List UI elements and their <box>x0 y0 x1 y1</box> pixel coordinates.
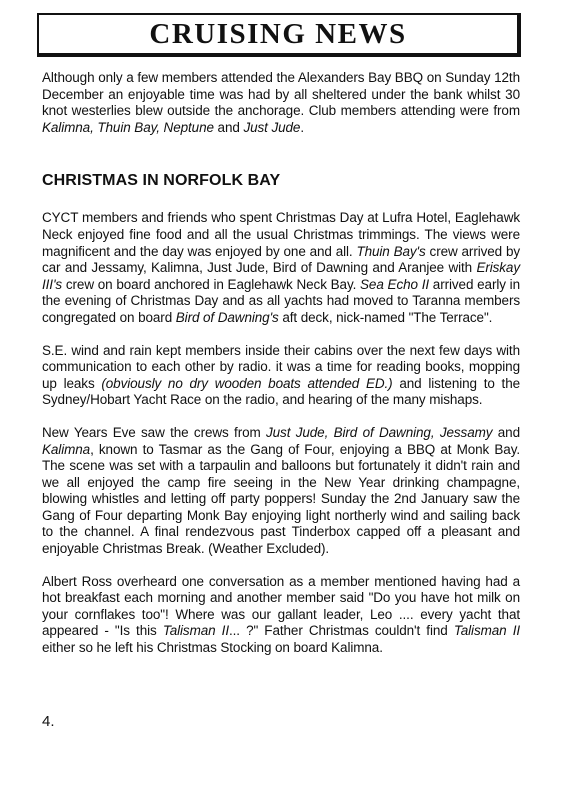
yacht-names: Just Jude, Bird of Dawning, Jessamy <box>266 424 493 440</box>
text-run: crew on board anchored in Eaglehawk Neck Bay. <box>62 276 361 292</box>
yacht-name: Thuin Bay's <box>356 243 426 259</box>
text-run: Although only a few members attended the Alexanders Bay BBQ on Sunday 12th December an enjoyable time was had by all sheltered under the bank whilst 30 knot westerlies blew outside the anchorage. Club members attending were from <box>42 70 520 119</box>
yacht-name: Bird of Dawning's <box>175 309 279 325</box>
text-run: CYCT members and friends who spent Christmas Day at Lufra Hotel, Eaglehawk Neck enjoyed fine food and all the usual Christmas trimmings. The views were magnificent and the day was enjoyed by one and all. <box>42 210 520 259</box>
yacht-name: Talisman II <box>162 623 229 639</box>
paragraph-albert-ross <box>42 574 520 657</box>
page-title: CRUISING NEWS <box>149 17 407 50</box>
article-body <box>42 70 520 673</box>
text-run: . <box>300 119 304 135</box>
text-run: Albert Ross overheard one conversation as a member mentioned having had a hot breakfast each morning and another member said "Do you have hot milk on your cornflakes too"! Where was our gallant leader, Leo .... every yacht that appeared - "Is this <box>42 573 520 639</box>
page-number: 4. <box>42 713 55 730</box>
text-run: crew arrived by car and Jessamy, Kalimna, Just Jude, Bird of Dawning and Aranjee with <box>42 243 520 276</box>
yacht-name: Just Jude <box>243 119 301 135</box>
text-run: either so he left his Christmas Stocking on board Kalimna. <box>42 640 383 656</box>
section-heading: CHRISTMAS IN NORFOLK BAY <box>42 172 281 190</box>
yacht-name: Eriskay III's <box>42 260 520 292</box>
text-run: and <box>213 119 244 135</box>
paragraph-new-years-eve <box>42 425 520 558</box>
yacht-name: Talisman II <box>453 623 520 639</box>
text-run: aft deck, nick-named "The Terrace". <box>278 309 493 325</box>
text-run: arrived early in the evening of Christmas Day and as all yachts had moved to Taranna members congregated on board <box>42 276 520 325</box>
text-run: ... ?" Father Christmas couldn't find <box>228 623 454 639</box>
text-run: and <box>492 424 520 440</box>
text-run: and listening to the Sydney/Hobart Yacht Race on the radio, and hearing of the many mishaps. <box>42 375 521 408</box>
yacht-name: Sea Echo II <box>360 276 429 292</box>
editor-note: (obviously no dry wooden boats attended ED.) <box>101 375 393 391</box>
intro-paragraph <box>42 70 520 136</box>
text-run: S.E. wind and rain kept members inside their cabins over the next few days with communication to each other by radio. it was a time for reading books, mopping up leaks <box>42 342 520 391</box>
yacht-name: Kalimna <box>42 441 91 457</box>
text-run: , known to Tasmar as the Gang of Four, enjoying a BBQ at Monk Bay. The scene was set with a tarpaulin and balloons but fortunately it didn't rain and we all enjoyed the camp fire seeing in the New Year drinking champagne, blowing whistles and letting off party poppers! Sunday the 2nd January saw the Gang of Four departing Monk Bay enjoying light northerly wind and sailing back to the channel. A final rendezvous past Tinderbox capped off a pleasant and enjoyable Christmas Break. (Weather Excluded). <box>42 441 520 557</box>
paragraph-weather <box>42 343 520 409</box>
text-run: New Years Eve saw the crews from <box>42 424 266 440</box>
paragraph-christmas-day <box>42 210 520 326</box>
yacht-names: Kalimna, Thuin Bay, Neptune <box>42 119 214 135</box>
section-title-banner <box>37 13 521 57</box>
